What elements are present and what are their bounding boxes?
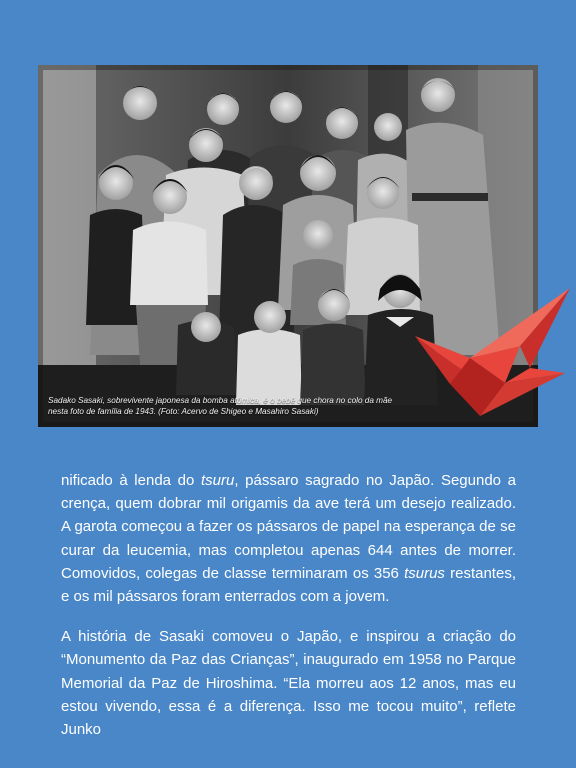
paragraph-1-text: nificado à lenda do [61,472,201,489]
paragraph-1-text-continued: , pássaro sagrado no Japão. Segundo a crença, quem dobrar mil origamis da ave terá um desejo realizado. A garota começou a fazer os pássaros de papel na esperança de se curar da leucemia, mas completou apenas 644 antes de morrer. Comovidos, colegas de classe terminaram os 356 [61,472,516,582]
tsurus-term: tsurus [404,564,445,582]
article-body [61,469,516,758]
tsuru-term: tsuru [200,472,235,489]
paragraph-1-text-end: restantes, e os mil pássaros foram enterrados com a jovem. [61,564,516,606]
article-paragraph-2: A história de Sasaki comoveu o Japão, e inspirou a criação do “Monumento da Paz das Crianças”, inaugurado em 1958 no Parque Memorial da Paz de Hiroshima. “Ela morreu aos 12 anos, mas eu estou vivendo, essa é a diferença. Isso me tocou muito”, reflete Junko [61,628,516,739]
photo-caption: Sadako Sasaki, sobrevivente japonesa da bomba atômica, é o bebê que chora no colo da mãe nesta foto de família de 1943. (Foto: Acervo de Shigeo e Masahiro Sasaki) [48,396,393,416]
origami-crane-icon [410,288,570,428]
article-paragraph-1 [61,469,516,608]
